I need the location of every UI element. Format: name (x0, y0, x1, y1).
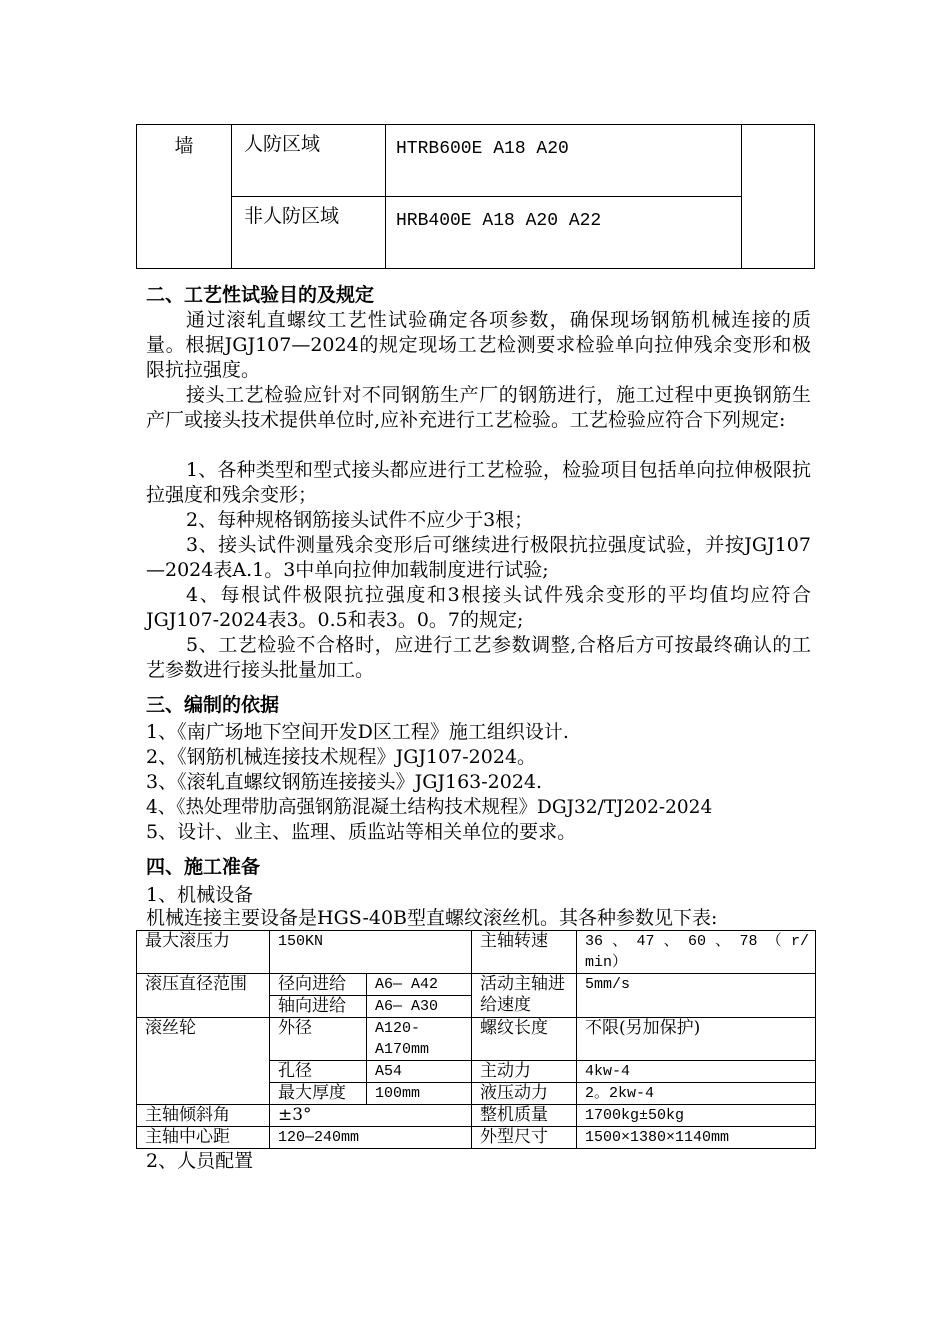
param-name: 整机质量 (472, 1105, 577, 1127)
wall-rebar-table (136, 124, 815, 269)
param-name: 主轴倾斜角 (137, 1105, 270, 1127)
list-item: 5、工艺检验不合格时，应进行工艺参数调整,合格后方可按最终确认的工艺参数进行接头批量加工。 (146, 634, 811, 681)
param-name: 最大滚压力 (137, 931, 270, 974)
empty-cell (742, 125, 815, 269)
zone-cell: 非人防区域 (232, 197, 386, 269)
param-value: 150KN (270, 931, 472, 974)
wall-label: 墙 (137, 125, 232, 269)
param-value: 120—240mm (270, 1127, 472, 1149)
param-value: 36 、 47 、 60 、 78 （ r/ min） (577, 931, 816, 974)
param-name: 液压动力 (472, 1083, 577, 1105)
param-value: ±3° (270, 1105, 472, 1127)
list-item: 4、每根试件极限抗拉强度和3根接头试件残余变形的平均值均应符合JGJ107-2024表3。0.5和表3。0。7的规定; (146, 584, 811, 631)
param-name: 螺纹长度 (472, 1018, 577, 1061)
subheading: 1、机械设备 (146, 884, 254, 906)
param-value: 100mm (367, 1083, 472, 1105)
subheading: 2、人员配置 (146, 1150, 254, 1172)
zone-cell: 人防区域 (232, 125, 386, 197)
list-item: 5、设计、业主、监理、质监站等相关单位的要求。 (146, 821, 577, 843)
param-name: 活动主轴进给速度 (472, 974, 577, 1018)
list-item: 3、《滚轧直螺纹钢筋连接接头》JGJ163-2024. (146, 771, 543, 793)
param-name: 主动力 (472, 1061, 577, 1083)
param-value: A6— A30 (367, 996, 472, 1018)
param-value: 不限(另加保护) (577, 1018, 816, 1061)
param-name: 外型尺寸 (472, 1127, 577, 1149)
param-name: 滚压直径范围 (137, 974, 270, 1018)
paragraph: 接头工艺检验应针对不同钢筋生产厂的钢筋进行，施工过程中更换钢筋生产厂或接头技术提供单位时,应补充进行工艺检验。工艺检验应符合下列规定: (146, 384, 811, 431)
list-item: 2、每种规格钢筋接头试件不应少于3根； (186, 509, 534, 531)
param-name: 滚丝轮 (137, 1018, 270, 1105)
list-item: 2、《钢筋机械连接技术规程》JGJ107-2024。 (146, 746, 537, 768)
list-item: 4、《热处理带肋高强钢筋混凝土结构技术规程》DGJ32/TJ202-2024 (146, 797, 713, 818)
param-sub-name: 轴向进给 (270, 996, 367, 1018)
param-sub-name: 孔径 (270, 1061, 367, 1083)
param-name: 主轴转速 (472, 931, 577, 974)
param-sub-name: 最大厚度 (270, 1083, 367, 1105)
paragraph: 通过滚轧直螺纹工艺性试验确定各项参数，确保现场钢筋机械连接的质量。根据JGJ107—2024的规定现场工艺检测要求检验单向拉伸残余变形和极限抗拉强度。 (146, 309, 811, 381)
param-value: A120-A170mm (367, 1018, 472, 1061)
param-value: A6— A42 (367, 974, 472, 996)
machine-params-table (136, 930, 816, 1149)
param-value: 4kw-4 (577, 1061, 816, 1083)
list-item: 1、《南广场地下空间开发D区工程》施工组织设计. (146, 721, 569, 743)
list-item: 1、各种类型和型式接头都应进行工艺检验，检验项目包括单向拉伸极限抗拉强度和残余变形； (146, 459, 811, 506)
param-sub-name: 径向进给 (270, 974, 367, 996)
param-value: 2。2kw-4 (577, 1083, 816, 1105)
list-item: 3、接头试件测量残余变形后可继续进行极限抗拉强度试验，并按JGJ107—2024表A.1。3中单向拉伸加载制度进行试验; (146, 534, 811, 581)
section-heading: 四、施工准备 (146, 856, 261, 878)
spec-cell: HRB400E A18 A20 A22 (386, 197, 742, 269)
param-value: 1500×1380×1140mm (577, 1127, 816, 1149)
param-value: A54 (367, 1061, 472, 1083)
section-heading: 三、编制的依据 (146, 694, 280, 716)
spec-cell: HTRB600E A18 A20 (386, 125, 742, 197)
paragraph: 机械连接主要设备是HGS-40B型直螺纹滚丝机。其各种参数见下表: (146, 907, 718, 929)
param-value: 1700kg±50kg (577, 1105, 816, 1127)
param-value: 5mm/s (577, 974, 816, 1018)
param-sub-name: 外径 (270, 1018, 367, 1061)
section-heading: 二、工艺性试验目的及规定 (146, 284, 375, 306)
param-name: 主轴中心距 (137, 1127, 270, 1149)
